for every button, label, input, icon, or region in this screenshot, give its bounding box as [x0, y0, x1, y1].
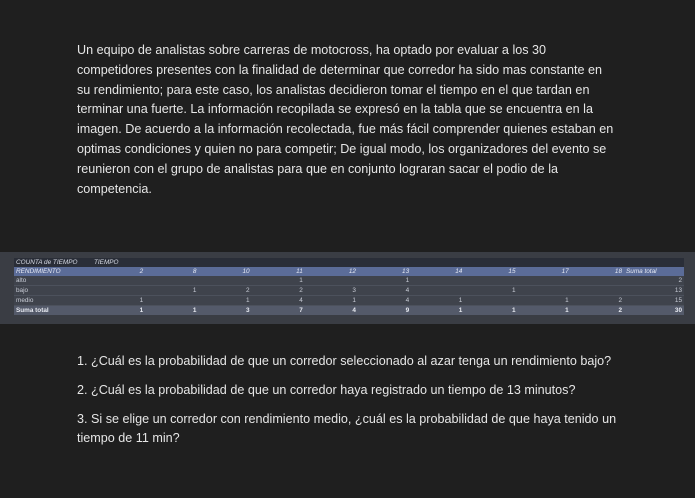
pivot-total-cell: 7	[252, 306, 305, 316]
pivot-header-row	[14, 258, 684, 267]
pivot-col-header: 2	[92, 267, 145, 276]
pivot-cell	[411, 276, 464, 286]
pivot-total-cell: 3	[198, 306, 251, 316]
pivot-cell	[411, 286, 464, 296]
pivot-row-alto	[14, 276, 684, 286]
pivot-row-field-label: RENDIMIENTO	[14, 267, 92, 276]
pivot-cell	[198, 276, 251, 286]
pivot-cell: 4	[358, 296, 411, 306]
pivot-total-row	[14, 306, 684, 316]
pivot-cell	[145, 296, 198, 306]
pivot-total-cell: 2	[571, 306, 624, 316]
pivot-row-label: alto	[14, 276, 92, 286]
pivot-cell-total: 15	[624, 296, 684, 306]
pivot-cell: 1	[145, 286, 198, 296]
pivot-cell	[92, 276, 145, 286]
pivot-col-header: 17	[518, 267, 571, 276]
question-3: 3. Si se elige un corredor con rendimiento medio, ¿cuál es la probabilidad de que haya tenido un tiempo de 11 min?	[77, 411, 617, 446]
pivot-cell	[464, 296, 517, 306]
pivot-cell	[571, 286, 624, 296]
pivot-col-header: 11	[252, 267, 305, 276]
pivot-corner-label: COUNTA de TIEMPO	[14, 258, 92, 267]
pivot-cell	[305, 276, 358, 286]
pivot-cell: 1	[518, 296, 571, 306]
pivot-table-image	[0, 252, 695, 324]
pivot-total-cell: 1	[518, 306, 571, 316]
pivot-col-header: 18	[571, 267, 624, 276]
pivot-cell: 2	[252, 286, 305, 296]
pivot-cell: 1	[411, 296, 464, 306]
pivot-col-header: 13	[358, 267, 411, 276]
pivot-column-field-label: TIEMPO	[92, 258, 145, 267]
pivot-table	[14, 258, 684, 315]
pivot-cell	[145, 276, 198, 286]
pivot-cell	[464, 276, 517, 286]
pivot-col-header: 15	[464, 267, 517, 276]
pivot-column-headers	[14, 267, 684, 276]
pivot-col-header: 8	[145, 267, 198, 276]
pivot-cell: 4	[358, 286, 411, 296]
pivot-col-header: 10	[198, 267, 251, 276]
pivot-cell-total: 2	[624, 276, 684, 286]
pivot-cell	[518, 286, 571, 296]
pivot-cell-total: 13	[624, 286, 684, 296]
pivot-row-medio	[14, 296, 684, 306]
pivot-total-cell: 9	[358, 306, 411, 316]
pivot-cell: 1	[464, 286, 517, 296]
pivot-row-bajo	[14, 286, 684, 296]
pivot-total-cell: 1	[145, 306, 198, 316]
question-1: 1. ¿Cuál es la probabilidad de que un corredor seleccionado al azar tenga un rendimiento bajo?	[77, 354, 612, 368]
intro-paragraph: Un equipo de analistas sobre carreras de motocross, ha optado por evaluar a los 30 competidores presentes con la finalidad de determinar que corredor ha sido mas constante en su rendimiento; para este caso, los analistas decidieron tomar el tiempo en el que tardan en terminar una fuerte. La información recopilada se expresó en la tabla que se encuentra en la imagen. De acuerdo a la información recolectada, fue más fácil comprender quienes estaban en optimas condiciones y quien no para competir; De igual modo, los organizadores del evento se reunieron con el grupo de analistas para que en conjunto lograran sacar el podio de la competencia.	[77, 43, 614, 196]
pivot-cell: 3	[305, 286, 358, 296]
pivot-cell: 1	[92, 296, 145, 306]
pivot-cell: 1	[252, 276, 305, 286]
pivot-cell: 1	[198, 296, 251, 306]
pivot-cell: 1	[358, 276, 411, 286]
pivot-row-label: bajo	[14, 286, 92, 296]
pivot-cell	[92, 286, 145, 296]
pivot-total-cell: 1	[464, 306, 517, 316]
pivot-cell: 2	[571, 296, 624, 306]
pivot-grand-total: 30	[624, 306, 684, 316]
pivot-total-cell: 4	[305, 306, 358, 316]
question-2: 2. ¿Cuál es la probabilidad de que un corredor haya registrado un tiempo de 13 minutos?	[77, 382, 576, 397]
pivot-total-cell: 1	[92, 306, 145, 316]
pivot-total-label: Suma total	[14, 306, 92, 316]
pivot-cell	[571, 276, 624, 286]
pivot-cell: 2	[198, 286, 251, 296]
pivot-cell: 4	[252, 296, 305, 306]
pivot-col-header: 14	[411, 267, 464, 276]
questions-list	[77, 352, 617, 458]
pivot-cell: 1	[305, 296, 358, 306]
pivot-total-cell: 1	[411, 306, 464, 316]
pivot-row-label: medio	[14, 296, 92, 306]
pivot-cell	[518, 276, 571, 286]
pivot-col-header-total: Suma total	[624, 267, 684, 276]
pivot-col-header: 12	[305, 267, 358, 276]
